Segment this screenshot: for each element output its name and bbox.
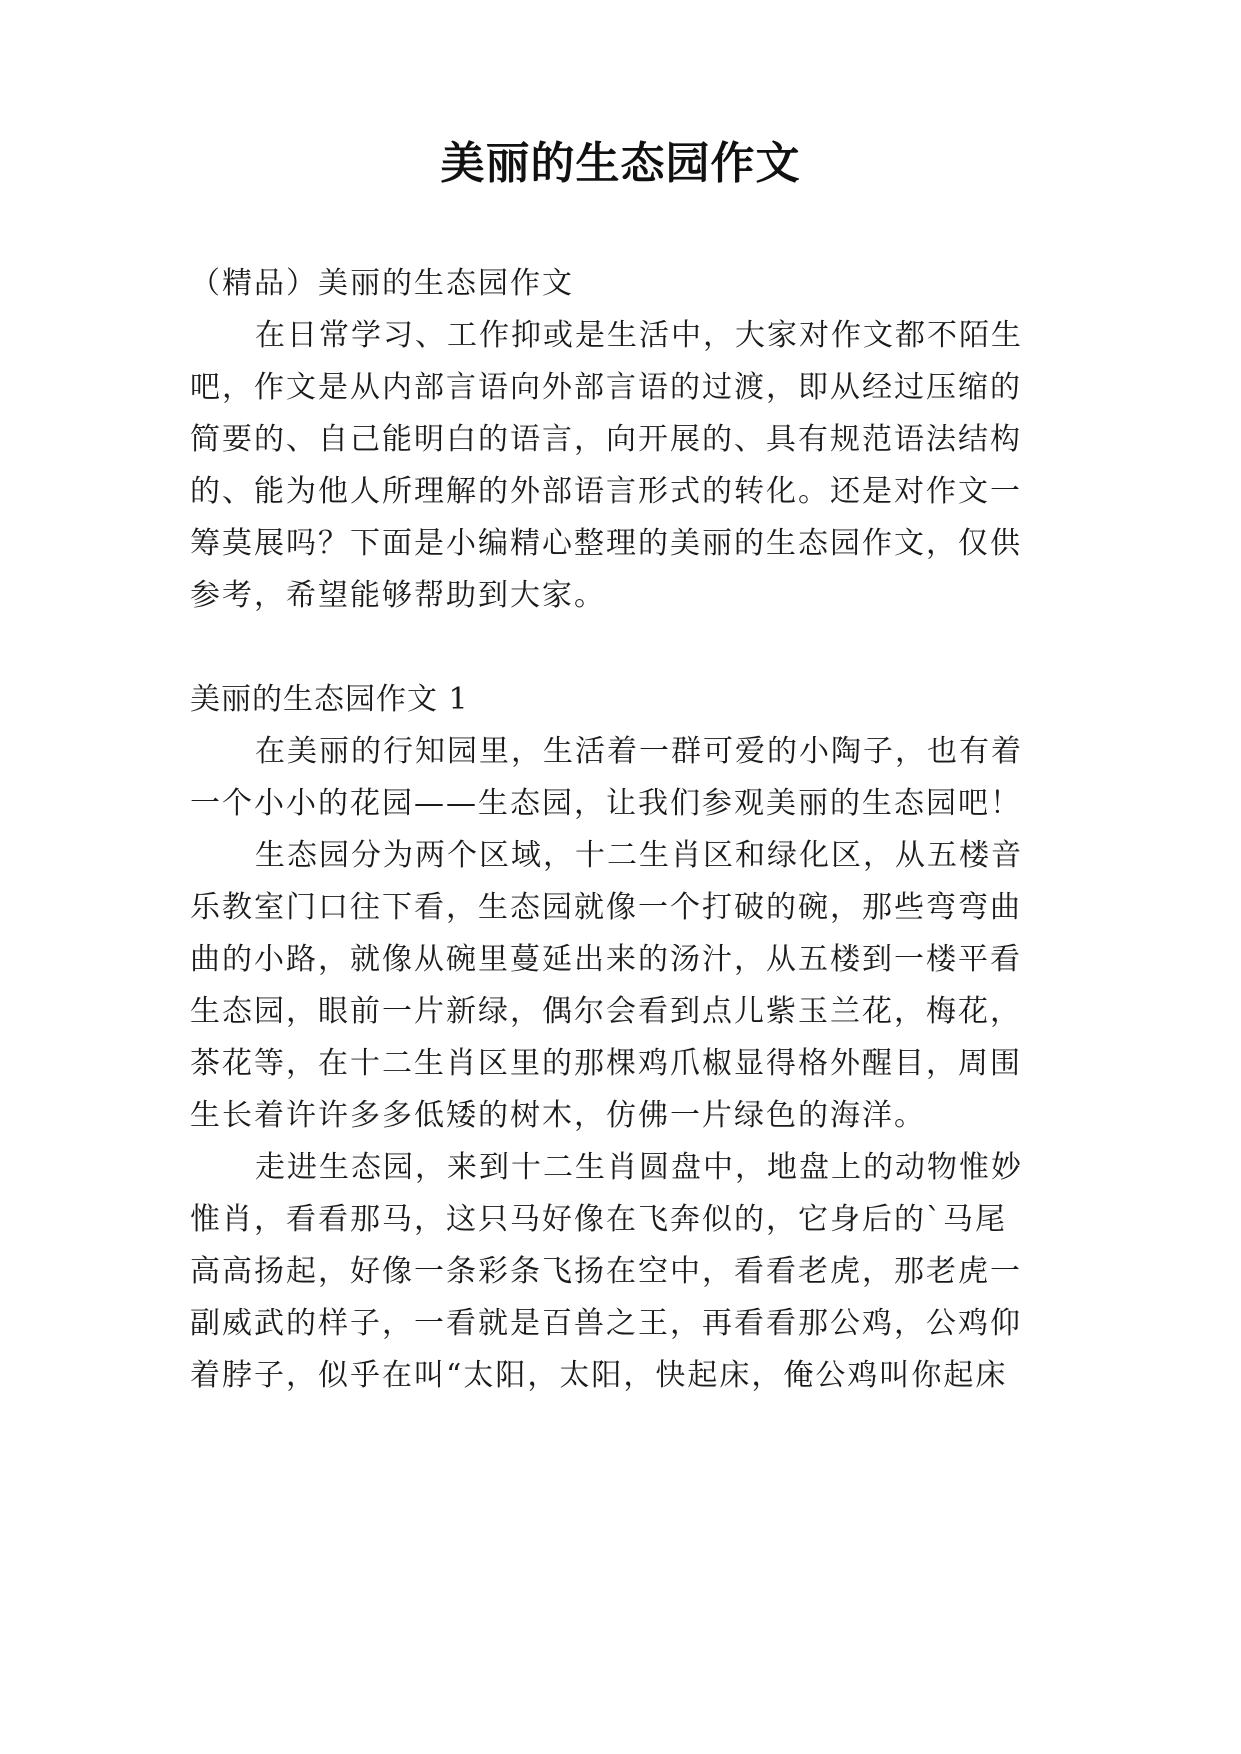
paragraph-line: 乐教室门口往下看，生态园就像一个打破的碗，那些弯弯曲 xyxy=(190,890,1022,925)
intro-line: 参考，希望能够帮助到大家。 xyxy=(190,578,606,613)
paragraph-line: 副威武的样子，一看就是百兽之王，再看看那公鸡，公鸡仰 xyxy=(190,1306,1022,1341)
paragraph-line: 生态园分为两个区域，十二生肖区和绿化区，从五楼音 xyxy=(255,838,1023,873)
intro-line: 的、能为他人所理解的外部语言形式的转化。还是对作文一 xyxy=(190,474,1022,509)
paragraph-line: 曲的小路，就像从碗里蔓延出来的汤汁，从五楼到一楼平看 xyxy=(190,942,1022,977)
paragraph-line: 在美丽的行知园里，生活着一群可爱的小陶子，也有着 xyxy=(255,734,1023,769)
paragraph-line: 茶花等，在十二生肖区里的那棵鸡爪椒显得格外醒目，周围 xyxy=(190,1046,1022,1081)
paragraph-line: 生长着许许多多低矮的树木，仿佛一片绿色的海洋。 xyxy=(190,1098,926,1133)
paragraph-line: 着脖子，似乎在叫“太阳，太阳，快起床，俺公鸡叫你起床 xyxy=(190,1358,1008,1393)
paragraph-line: 一个小小的花园——生态园，让我们参观美丽的生态园吧！ xyxy=(190,786,1022,821)
document-subtitle: （精品）美丽的生态园作文 xyxy=(190,266,574,301)
paragraph-line: 走进生态园，来到十二生肖圆盘中，地盘上的动物惟妙 xyxy=(255,1150,1023,1185)
intro-line: 在日常学习、工作抑或是生活中，大家对作文都不陌生 xyxy=(255,318,1023,353)
section-heading: 美丽的生态园作文 1 xyxy=(190,682,469,717)
paragraph-line: 生态园，眼前一片新绿，偶尔会看到点儿紫玉兰花，梅花， xyxy=(190,994,1022,1029)
document-title: 美丽的生态园作文 xyxy=(440,138,801,189)
intro-line: 筹莫展吗？下面是小编精心整理的美丽的生态园作文，仅供 xyxy=(190,526,1022,561)
paragraph-line: 惟肖，看看那马，这只马好像在飞奔似的，它身后的`马尾 xyxy=(190,1202,1007,1237)
intro-line: 简要的、自己能明白的语言，向开展的、具有规范语法结构 xyxy=(190,422,1022,457)
paragraph-line: 高高扬起，好像一条彩条飞扬在空中，看看老虎，那老虎一 xyxy=(190,1254,1022,1289)
intro-line: 吧，作文是从内部言语向外部言语的过渡，即从经过压缩的 xyxy=(190,370,1022,405)
